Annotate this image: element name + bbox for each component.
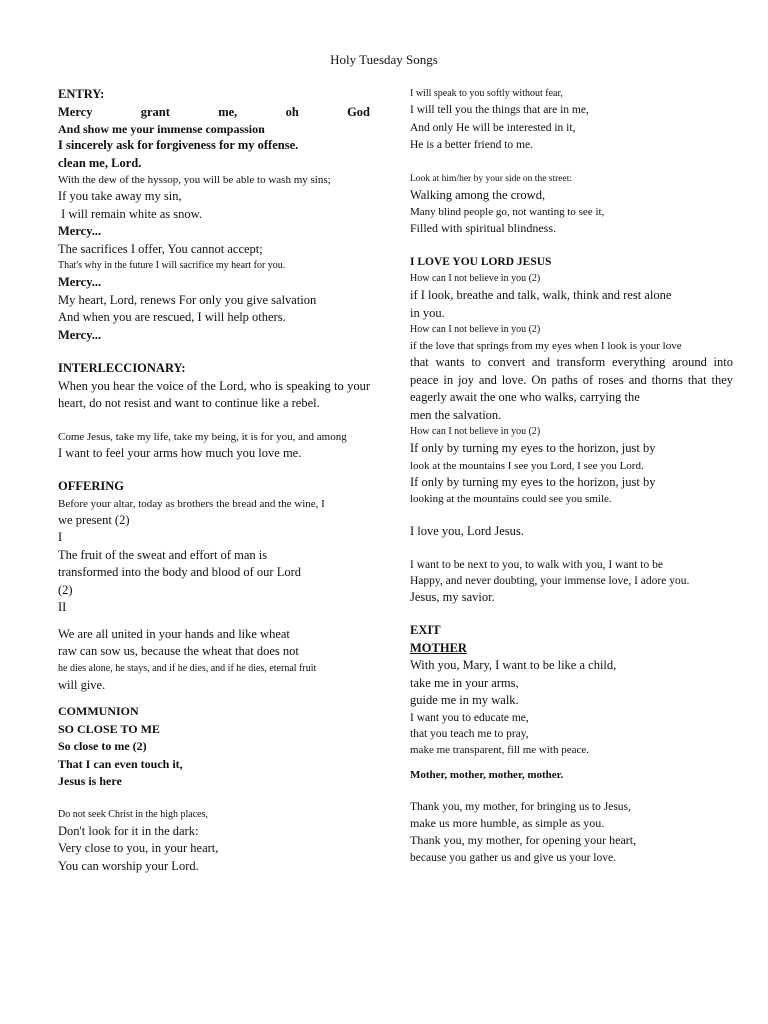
entry-line: My heart, Lord, renews For only you give salvation xyxy=(58,292,317,307)
left-column xyxy=(58,86,370,875)
offering-line: we present (2) xyxy=(58,512,130,527)
offering-line: (2) xyxy=(58,582,73,597)
love-line: if the love that springs from my eyes when I look is your love xyxy=(410,340,682,352)
exit-line: make us more humble, as simple as you. xyxy=(410,815,605,830)
communion-line: You can worship your Lord. xyxy=(58,858,199,873)
exit-subheading: MOTHER xyxy=(410,640,467,655)
love-line: How can I not believe in you (2) xyxy=(410,273,541,284)
entry-line: Mercy grant me, oh God xyxy=(58,104,370,119)
communion-line: Don't look for it in the dark: xyxy=(58,823,199,838)
love-line: How can I not believe in you (2) xyxy=(410,324,541,335)
love-line: If only by turning my eyes to the horizon, just by xyxy=(410,441,656,455)
song-line: He is a better friend to me. xyxy=(410,139,533,151)
interleccionary-line: I want to feel your arms how much you love me. xyxy=(58,445,302,460)
love-line: Jesus, my savior. xyxy=(410,589,495,604)
interleccionary-paragraph: When you hear the voice of the Lord, who is speaking to your heart, do not resist and want to continue like a rebel. xyxy=(58,378,370,410)
entry-line: Mercy... xyxy=(58,224,102,238)
exit-line: make me transparent, fill me with peace. xyxy=(410,743,589,756)
entry-heading: ENTRY: xyxy=(58,87,105,101)
love-line: I love you, Lord Jesus. xyxy=(410,524,524,538)
exit-line: Mother, mother, mother, mother. xyxy=(410,768,564,781)
entry-line: That's why in the future I will sacrifice my heart for you. xyxy=(58,260,286,271)
entry-line: I will remain white as snow. xyxy=(58,206,202,221)
communion-line: Do not seek Christ in the high places, xyxy=(58,808,208,820)
exit-heading: EXIT xyxy=(410,623,441,637)
song-line: I will speak to you softly without fear, xyxy=(410,88,563,99)
love-line: look at the mountains I see you Lord, I see you Lord. xyxy=(410,459,644,472)
exit-line: Thank you, my mother, for opening your heart, xyxy=(410,833,637,847)
song-line: Many blind people go, not wanting to see it, xyxy=(410,206,605,218)
offering-line: will give. xyxy=(58,677,106,692)
song-line: And only He will be interested in it, xyxy=(410,121,576,134)
love-line: looking at the mountains could see you smile. xyxy=(410,493,612,505)
love-line: men the salvation. xyxy=(410,407,502,422)
song-line: Filled with spiritual blindness. xyxy=(410,221,556,235)
exit-line: With you, Mary, I want to be like a child, xyxy=(410,658,617,672)
entry-line: If you take away my sin, xyxy=(58,189,182,203)
offering-line: The fruit of the sweat and effort of man is xyxy=(58,547,268,562)
song-line: I will tell you the things that are in me, xyxy=(410,104,589,116)
offering-line: Before your altar, today as brothers the bread and the wine, I xyxy=(58,497,325,510)
exit-line: I want you to educate me, xyxy=(410,711,529,724)
communion-line: That I can even touch it, xyxy=(58,756,183,771)
entry-line: And show me your immense compassion xyxy=(58,122,265,136)
entry-line: Mercy... xyxy=(58,327,102,342)
offering-line: II xyxy=(58,600,67,614)
offering-line: We are all united in your hands and like wheat xyxy=(58,626,290,641)
offering-line: raw can sow us, because the wheat that does not xyxy=(58,644,299,658)
offering-line: he dies alone, he stays, and if he dies, and if he dies, eternal fruit xyxy=(58,662,317,674)
love-line: Happy, and never doubting, your immense love, I adore you. xyxy=(410,574,690,587)
love-line: I want to be next to you, to walk with you, I want to be xyxy=(410,558,663,571)
interleccionary-heading: INTERLECCIONARY: xyxy=(58,361,186,375)
entry-line: The sacrifices I offer, You cannot accept; xyxy=(58,241,263,256)
entry-line: And when you are rescued, I will help others. xyxy=(58,310,286,324)
exit-line: because you gather us and give us your love. xyxy=(410,851,616,864)
communion-line: Very close to you, in your heart, xyxy=(58,841,219,855)
communion-line: Jesus is here xyxy=(58,774,122,788)
communion-line: So close to me (2) xyxy=(58,739,147,753)
love-line: If only by turning my eyes to the horizon, just by xyxy=(410,474,656,489)
love-heading: I LOVE YOU LORD JESUS xyxy=(410,255,552,268)
love-paragraph: that wants to convert and transform everything around into peace in joy and love. On paths of roses and thorns that they eagerly await the one who walks, carrying the xyxy=(410,355,733,404)
offering-heading: OFFERING xyxy=(58,479,124,493)
entry-line: With the dew of the hyssop, you will be able to wash my sins; xyxy=(58,174,331,186)
love-line: How can I not believe in you (2) xyxy=(410,426,541,437)
exit-line: guide me in my walk. xyxy=(410,693,519,707)
love-line: in you. xyxy=(410,305,445,320)
love-line: if I look, breathe and talk, walk, think and rest alone xyxy=(410,288,672,302)
entry-line: I sincerely ask for forgiveness for my offense. xyxy=(58,138,299,152)
interleccionary-line: Come Jesus, take my life, take my being, it is for you, and among xyxy=(58,430,347,443)
song-line: Look at him/her by your side on the street: xyxy=(410,173,572,184)
exit-line: take me in your arms, xyxy=(410,675,519,690)
offering-line: transformed into the body and blood of our Lord xyxy=(58,565,302,579)
offering-line: I xyxy=(58,530,63,544)
right-column xyxy=(410,86,733,866)
entry-line: clean me, Lord. xyxy=(58,155,142,170)
communion-subheading: SO CLOSE TO ME xyxy=(58,721,160,736)
document-title: Holy Tuesday Songs xyxy=(330,52,438,67)
exit-line: that you teach me to pray, xyxy=(410,727,529,740)
entry-line: Mercy... xyxy=(58,275,102,289)
exit-line: Thank you, my mother, for bringing us to Jesus, xyxy=(410,800,631,813)
song-line: Walking among the crowd, xyxy=(410,187,546,202)
communion-heading: COMMUNION xyxy=(58,704,139,718)
